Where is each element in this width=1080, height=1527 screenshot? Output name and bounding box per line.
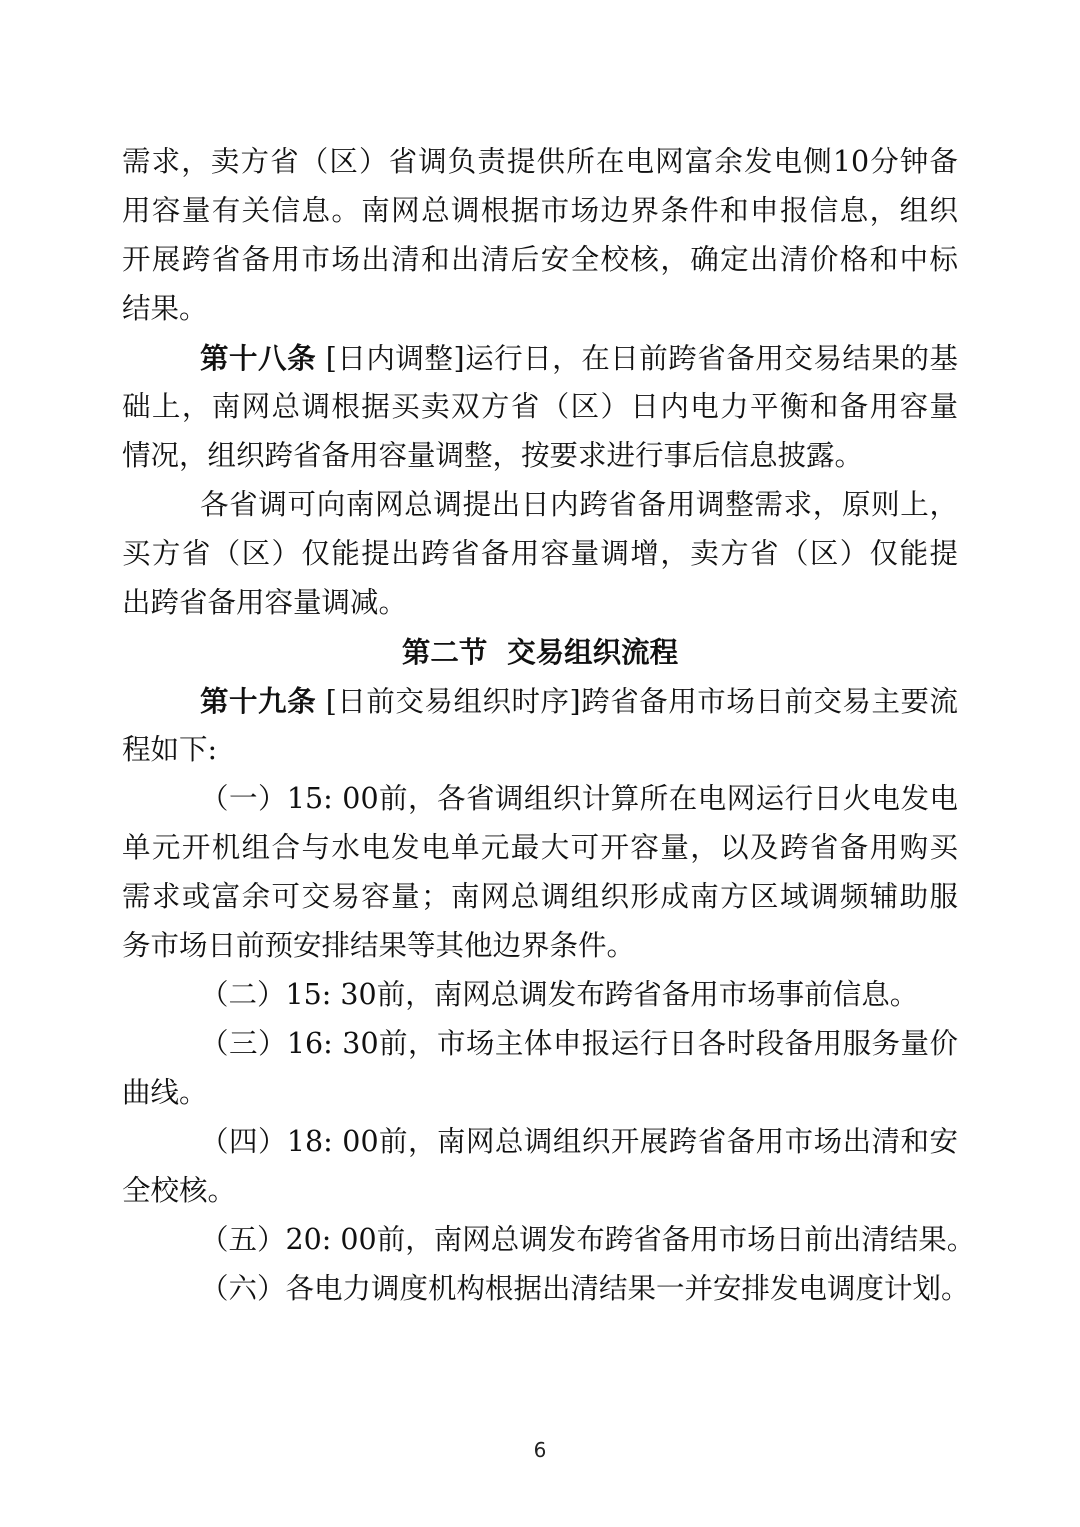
list-item-line: （三）16: 30前，市场主体申报运行日各时段备用服务量价: [200, 1027, 958, 1060]
paragraph-line: 全校核。: [122, 1174, 237, 1207]
paragraph-line: 需求，卖方省（区）省调负责提供所在电网富余发电侧10分钟备: [122, 145, 958, 178]
article-19-first-line: [200, 677, 958, 725]
paragraph-line: 用容量有关信息。南网总调根据市场边界条件和申报信息，组织: [122, 194, 958, 227]
paragraph-line: 础上，南网总调根据买卖双方省（区）日内电力平衡和备用容量: [122, 390, 958, 423]
list-item-line: （五）20: 00前，南网总调发布跨省备用市场日前出清结果。: [200, 1223, 976, 1256]
page-number: 6: [533, 1438, 547, 1462]
paragraph-line: 开展跨省备用市场出清和出清后安全校核，确定出清价格和中标: [122, 243, 958, 276]
paragraph-line: 出跨省备用容量调减。: [122, 586, 408, 619]
article-18-first-line: [200, 334, 958, 382]
list-item-line: （一）15: 00前，各省调组织计算所在电网运行日火电发电: [200, 782, 958, 815]
article-19-text: 跨省备用市场日前交易主要流: [580, 685, 958, 718]
paragraph-line: 情况，组织跨省备用容量调整，按要求进行事后信息披露。: [122, 439, 864, 472]
article-19-label: 第十九条: [200, 684, 317, 718]
paragraph-line: 结果。: [122, 292, 208, 325]
section-heading: 第二节 交易组织流程: [401, 635, 679, 669]
paragraph-line: 曲线。: [122, 1076, 208, 1109]
list-item-line: （二）15: 30前，南网总调发布跨省备用市场事前信息。: [200, 978, 919, 1011]
article-18-tag: [日内调整]: [325, 342, 465, 375]
list-item-line: （六）各电力调度机构根据出清结果一并安排发电调度计划。: [200, 1272, 970, 1305]
list-item-line: （四）18: 00前，南网总调组织开展跨省备用市场出清和安: [200, 1125, 958, 1158]
paragraph-line: 买方省（区）仅能提出跨省备用容量调增，卖方省（区）仅能提: [122, 537, 958, 570]
paragraph-line: 各省调可向南网总调提出日内跨省备用调整需求，原则上，: [200, 488, 958, 521]
paragraph-line: 务市场日前预安排结果等其他边界条件。: [122, 929, 636, 962]
article-18-label: 第十八条: [200, 341, 317, 375]
paragraph-line: 单元开机组合与水电发电单元最大可开容量，以及跨省备用购买: [122, 831, 958, 864]
article-18-text: 运行日，在日前跨省备用交易结果的基: [464, 342, 958, 375]
article-19-tag: [日前交易组织时序]: [325, 685, 581, 718]
paragraph-line: 程如下:: [122, 733, 218, 766]
paragraph-line: 需求或富余可交易容量；南网总调组织形成南方区域调频辅助服: [122, 880, 958, 913]
